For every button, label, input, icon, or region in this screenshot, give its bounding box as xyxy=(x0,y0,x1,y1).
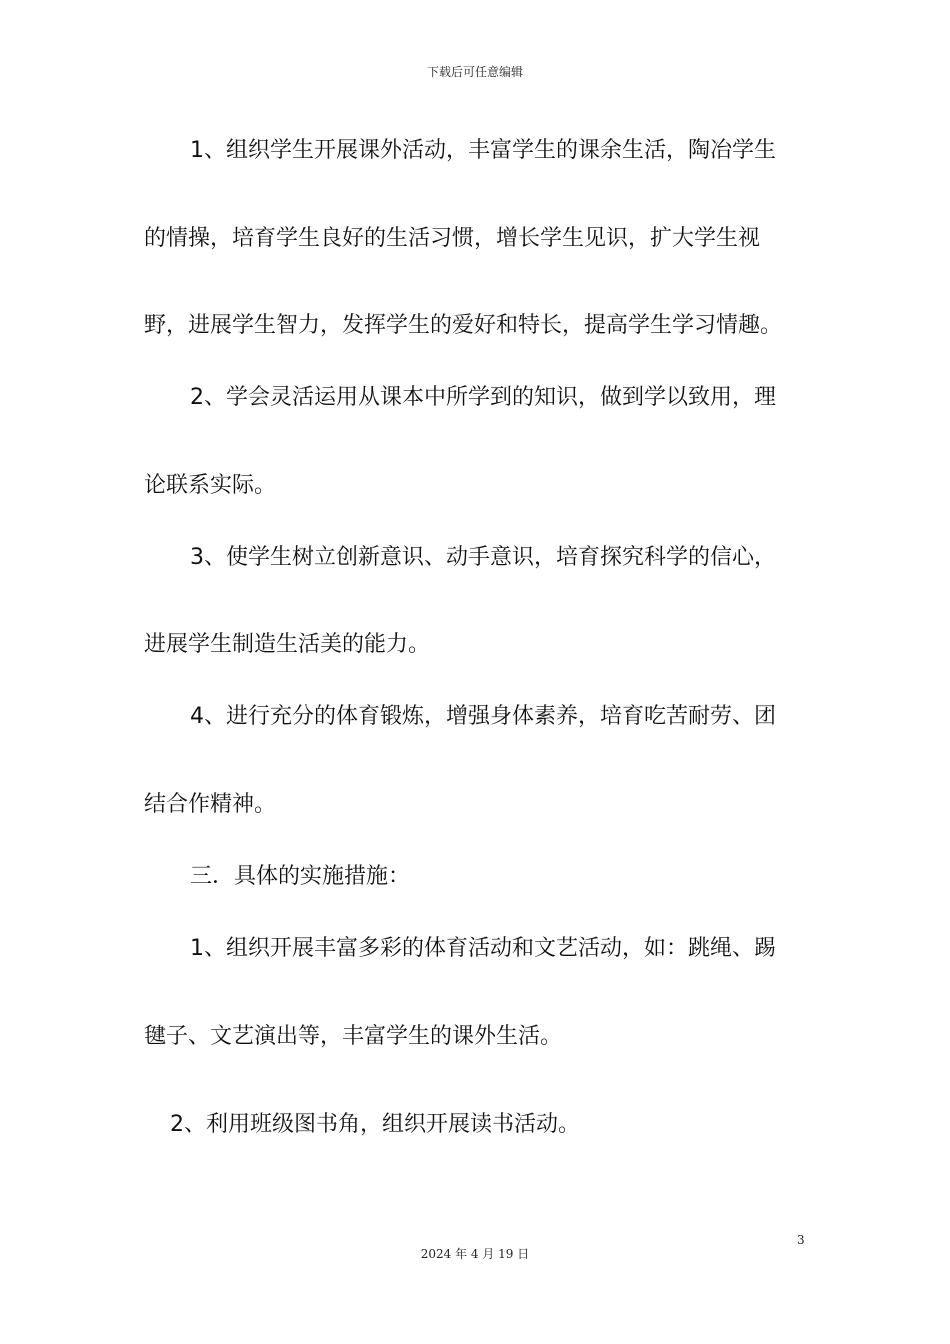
body-line-13: 2、利用班级图书角，组织开展读书活动。 xyxy=(170,1112,580,1137)
body-line-3: 野，进展学生智力，发挥学生的爱好和特长，提高学生学习情趣。 xyxy=(144,313,783,338)
body-line-11: 1、组织开展丰富多彩的体育活动和文艺活动，如：跳绳、踢 xyxy=(190,936,776,961)
page-header: 下载后可任意编辑 xyxy=(426,65,523,79)
body-line-5: 论联系实际。 xyxy=(144,473,277,498)
body-line-12: 毽子、文艺演出等，丰富学生的课外生活。 xyxy=(144,1024,563,1049)
body-line-8: 4、进行充分的体育锻炼，增强身体素养，培育吃苦耐劳、团 xyxy=(190,704,776,729)
page-number: 3 xyxy=(797,1233,805,1247)
body-line-4: 2、学会灵活运用从课本中所学到的知识，做到学以致用，理 xyxy=(190,385,776,410)
body-line-7: 进展学生制造生活美的能力。 xyxy=(144,632,431,657)
section-heading: 三．具体的实施措施： xyxy=(190,864,411,889)
body-line-9: 结合作精神。 xyxy=(144,792,277,817)
body-line-6: 3、使学生树立创新意识、动手意识，培育探究科学的信心， xyxy=(190,545,776,570)
body-line-2: 的情操，培育学生良好的生活习惯，增长学生见识，扩大学生视 xyxy=(144,226,761,251)
body-line-1: 1、组织学生开展课外活动，丰富学生的课余生活，陶冶学生 xyxy=(190,138,776,163)
page-footer-date: 2024 年 4 月 19 日 xyxy=(420,1247,530,1261)
